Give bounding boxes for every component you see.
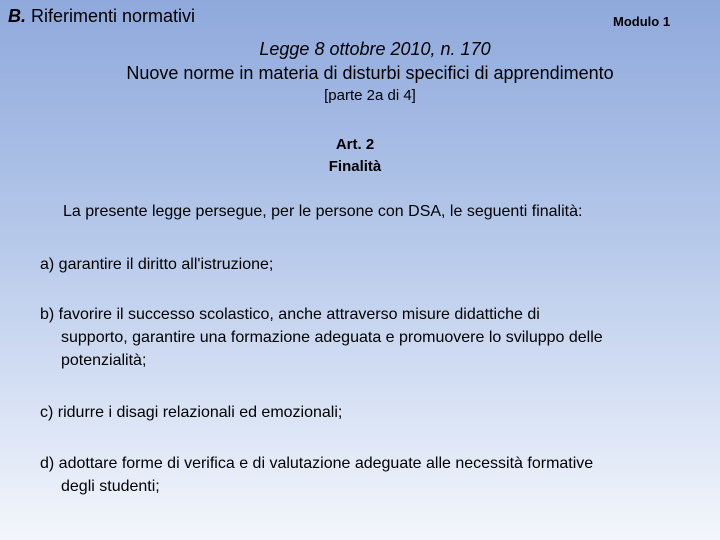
- section-prefix: B.: [8, 6, 26, 26]
- list-item-line: potenzialità;: [61, 352, 147, 369]
- list-item-a: [40, 253, 273, 276]
- list-item-b: [40, 303, 603, 372]
- section-title-text: Riferimenti normativi: [26, 6, 196, 26]
- list-item-line: degli studenti;: [61, 478, 160, 495]
- law-title: Legge 8 ottobre 2010, n. 170: [259, 39, 491, 59]
- part-label: [parte 2a di 4]: [324, 87, 416, 104]
- section-title: [8, 6, 195, 27]
- law-subtitle: Nuove norme in materia di disturbi specifici di apprendimento: [126, 63, 614, 83]
- list-item-line: d) adottare forme di verifica e di valutazione adeguate alle necessità formative: [40, 455, 594, 472]
- list-item-line: b) favorire il successo scolastico, anche attraverso misure didattiche di: [40, 306, 540, 323]
- list-item-line: a) garantire il diritto all'istruzione;: [40, 256, 274, 273]
- list-item-line: supporto, garantire una formazione adeguata e promuovere lo sviluppo delle: [61, 329, 603, 346]
- module-label: Modulo 1: [613, 14, 671, 29]
- article-intro: La presente legge persegue, per le persone con DSA, le seguenti finalità:: [63, 203, 583, 220]
- article-heading: Finalità: [328, 158, 382, 175]
- list-item-c: [40, 401, 342, 424]
- list-item-line: c) ridurre i disagi relazionali ed emozionali;: [40, 404, 343, 421]
- article-number: Art. 2: [335, 136, 375, 153]
- list-item-d: [40, 452, 593, 498]
